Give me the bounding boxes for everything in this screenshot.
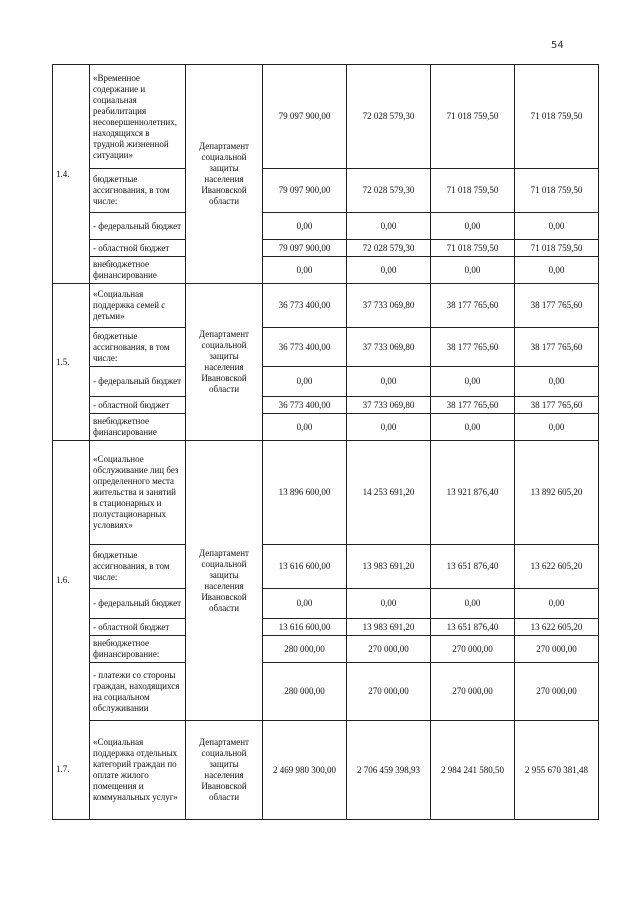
- value-cell: 38 177 765,60: [515, 397, 599, 414]
- row-name: внебюджетное финансирование: [90, 414, 186, 441]
- row-name: «Социальное обслуживание лиц без определенного места жительства и занятий в стационарных и полустационарных условиях»: [90, 441, 186, 545]
- value-cell: 0,00: [431, 367, 515, 397]
- value-cell: 0,00: [431, 589, 515, 619]
- table-row: [53, 65, 599, 169]
- budget-table: [52, 64, 599, 820]
- value-cell: 72 028 579,30: [347, 169, 431, 213]
- value-cell: 71 018 759,50: [431, 240, 515, 257]
- section-number: 1.6.: [53, 441, 90, 721]
- value-cell: 38 177 765,60: [431, 284, 515, 328]
- value-cell: 38 177 765,60: [431, 328, 515, 367]
- value-cell: 13 616 600,00: [263, 619, 347, 636]
- value-cell: 36 773 400,00: [263, 284, 347, 328]
- row-name: внебюджетное финансирование:: [90, 636, 186, 663]
- value-cell: 0,00: [347, 367, 431, 397]
- row-name: «Социальная поддержка семей с детьми»: [90, 284, 186, 328]
- value-cell: 0,00: [263, 367, 347, 397]
- value-cell: 0,00: [515, 257, 599, 284]
- table-row: [53, 367, 599, 397]
- value-cell: 37 733 069,80: [347, 284, 431, 328]
- row-name: бюджетные ассигнования, в том числе:: [90, 545, 186, 589]
- table-row: [53, 284, 599, 328]
- value-cell: 38 177 765,60: [515, 284, 599, 328]
- value-cell: 37 733 069,80: [347, 397, 431, 414]
- table-row: [53, 240, 599, 257]
- value-cell: 13 622 605,20: [515, 545, 599, 589]
- table-row: [53, 414, 599, 441]
- section-number: 1.4.: [53, 65, 90, 284]
- table-row: [53, 589, 599, 619]
- row-name: бюджетные ассигнования, в том числе:: [90, 328, 186, 367]
- row-name: внебюджетное финансирование: [90, 257, 186, 284]
- value-cell: 79 097 900,00: [263, 240, 347, 257]
- value-cell: 36 773 400,00: [263, 328, 347, 367]
- value-cell: 79 097 900,00: [263, 169, 347, 213]
- table-row: [53, 397, 599, 414]
- executor-cell: Департамент социальной защиты населения Ивановской области: [186, 284, 263, 441]
- table-row: [53, 636, 599, 663]
- value-cell: 13 896 600,00: [263, 441, 347, 545]
- value-cell: 270 000,00: [431, 663, 515, 721]
- value-cell: 0,00: [431, 257, 515, 284]
- value-cell: 13 616 600,00: [263, 545, 347, 589]
- table-row: [53, 721, 599, 820]
- value-cell: 0,00: [347, 589, 431, 619]
- value-cell: 0,00: [263, 414, 347, 441]
- value-cell: 37 733 069,80: [347, 328, 431, 367]
- table-row: [53, 545, 599, 589]
- value-cell: 38 177 765,60: [431, 397, 515, 414]
- value-cell: 71 018 759,50: [431, 65, 515, 169]
- value-cell: 72 028 579,30: [347, 65, 431, 169]
- value-cell: 13 983 691,20: [347, 619, 431, 636]
- value-cell: 71 018 759,50: [515, 240, 599, 257]
- value-cell: 13 892 605,20: [515, 441, 599, 545]
- value-cell: 0,00: [431, 414, 515, 441]
- value-cell: 280 000,00: [263, 636, 347, 663]
- table-row: [53, 441, 599, 545]
- value-cell: 13 651 876,40: [431, 545, 515, 589]
- row-name: - областной бюджет: [90, 397, 186, 414]
- value-cell: 270 000,00: [515, 636, 599, 663]
- row-name: - областной бюджет: [90, 240, 186, 257]
- value-cell: 0,00: [347, 257, 431, 284]
- table-row: [53, 619, 599, 636]
- value-cell: 270 000,00: [347, 636, 431, 663]
- executor-cell: Департамент социальной защиты населения Ивановской области: [186, 721, 263, 820]
- value-cell: 72 028 579,30: [347, 240, 431, 257]
- row-name: - федеральный бюджет: [90, 589, 186, 619]
- value-cell: 38 177 765,60: [515, 328, 599, 367]
- table-row: [53, 213, 599, 240]
- value-cell: 2 469 980 300,00: [263, 721, 347, 820]
- value-cell: 2 955 670 381,48: [515, 721, 599, 820]
- row-name: - федеральный бюджет: [90, 367, 186, 397]
- page-number: 54: [551, 40, 564, 51]
- executor-cell: Департамент социальной защиты населения Ивановской области: [186, 65, 263, 284]
- value-cell: 0,00: [431, 213, 515, 240]
- row-name: «Социальная поддержка отдельных категорий граждан по оплате жилого помещения и коммунальных услуг»: [90, 721, 186, 820]
- section-number: 1.5.: [53, 284, 90, 441]
- value-cell: 0,00: [263, 213, 347, 240]
- executor-cell: Департамент социальной защиты населения Ивановской области: [186, 441, 263, 721]
- value-cell: 13 983 691,20: [347, 545, 431, 589]
- section-number: 1.7.: [53, 721, 90, 820]
- value-cell: 280 000,00: [263, 663, 347, 721]
- value-cell: 270 000,00: [431, 636, 515, 663]
- value-cell: 0,00: [347, 213, 431, 240]
- table-row: [53, 257, 599, 284]
- value-cell: 71 018 759,50: [515, 169, 599, 213]
- row-name: - платежи со стороны граждан, находящихся на социальном обслуживании: [90, 663, 186, 721]
- value-cell: 71 018 759,50: [431, 169, 515, 213]
- value-cell: 2 984 241 580,50: [431, 721, 515, 820]
- row-name: - федеральный бюджет: [90, 213, 186, 240]
- value-cell: 0,00: [515, 213, 599, 240]
- row-name: бюджетные ассигнования, в том числе:: [90, 169, 186, 213]
- value-cell: 2 706 459 398,93: [347, 721, 431, 820]
- value-cell: 270 000,00: [347, 663, 431, 721]
- value-cell: 0,00: [515, 367, 599, 397]
- table-row: [53, 328, 599, 367]
- value-cell: 79 097 900,00: [263, 65, 347, 169]
- value-cell: 14 253 691,20: [347, 441, 431, 545]
- table-row: [53, 663, 599, 721]
- value-cell: 36 773 400,00: [263, 397, 347, 414]
- value-cell: 0,00: [515, 589, 599, 619]
- value-cell: 71 018 759,50: [515, 65, 599, 169]
- value-cell: 13 622 605,20: [515, 619, 599, 636]
- row-name: «Временное содержание и социальная реабилитация несовершеннолетних, находящихся в трудной жизненной ситуации»: [90, 65, 186, 169]
- value-cell: 0,00: [347, 414, 431, 441]
- value-cell: 13 921 876,40: [431, 441, 515, 545]
- table-row: [53, 169, 599, 213]
- value-cell: 13 651 876,40: [431, 619, 515, 636]
- value-cell: 0,00: [515, 414, 599, 441]
- value-cell: 0,00: [263, 589, 347, 619]
- value-cell: 0,00: [263, 257, 347, 284]
- value-cell: 270 000,00: [515, 663, 599, 721]
- row-name: - областной бюджет: [90, 619, 186, 636]
